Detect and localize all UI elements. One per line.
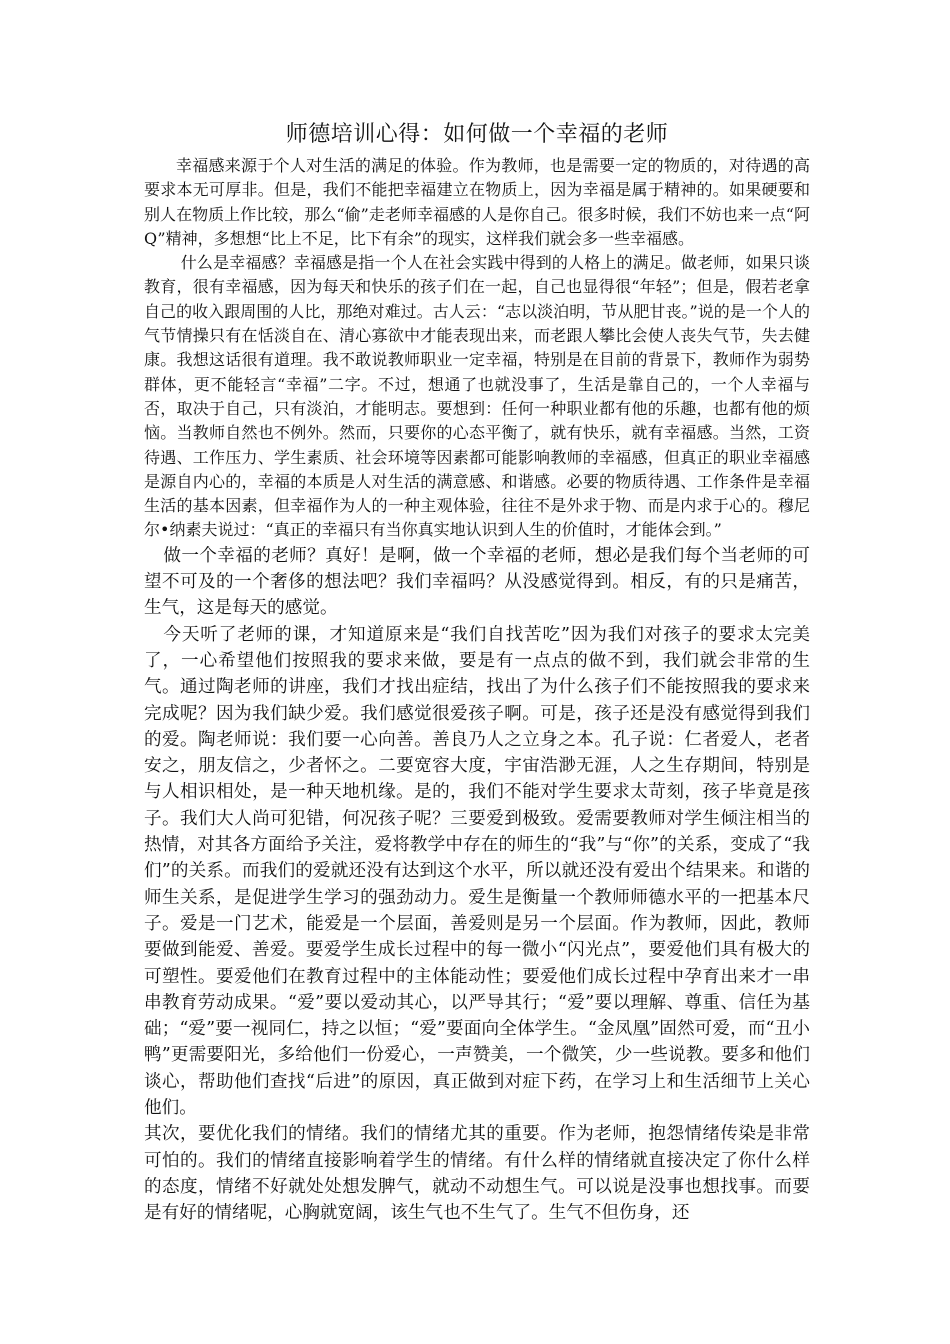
paragraph-2: 什么是幸福感？幸福感是指一个人在社会实践中得到的人格上的满足。做老师，如果只谈教育，很有幸福感，因为每天和快乐的孩子们在一起，自己也显得很“年轻”；但是，假若老拿自己的收入跟周围的人比，那绝对难过。古人云：“志以淡泊明，节从肥甘丧。”说的是一个人的气节情操只有在恬淡自在、清心寡欲中才能表现出来，而老跟人攀比会使人丧失气节，失去健康。我想这话很有道理。我不敢说教师职业一定幸福，特别是在目前的背景下，教师作为弱势群体，更不能轻言“幸福”二字。不过，想通了也就没事了，生活是靠自己的，一个人幸福与否，取决于自己，只有淡泊，才能明志。要想到：任何一种职业都有他的乐趣，也都有他的烦恼。当教师自然也不例外。然而，只要你的心态平衡了，就有快乐，就有幸福感。当然，工资待遇、工作压力、学生素质、社会环境等因素都可能影响教师的幸福感，但真正的职业幸福感是源自内心的，幸福的本质是人对生活的满意感、和谐感。必要的物质待遇、工作条件是幸福生活的基本因素，但幸福作为人的一种主观体验，往往不是外求于物、而是内求于心的。穆尼尔•纳素夫说过：“真正的幸福只有当你真实地认识到人生的价值时，才能体会到。” (144, 253, 810, 540)
paragraph-5: 其次，要优化我们的情绪。我们的情绪尤其的重要。作为老师，抱怨情绪传染是非常可怕的。我们的情绪直接影响着学生的情绪。有什么样的情绪就直接决定了你什么样的态度，情绪不好就处处想发脾气，就动不动想生气。可以说是没事也想找事。而要是有好的情绪呢，心胸就宽阔，该生气也不生气了。生气不但伤身，还 (144, 1124, 810, 1224)
document-title: 师德培训心得：如何做一个幸福的老师 (285, 122, 669, 147)
paragraph-4: 今天听了老师的课，才知道原来是“我们自找苦吃”因为我们对孩子的要求太完美了，一心希望他们按照我的要求来做，要是有一点点的做不到，我们就会非常的生气。通过陶老师的讲座，我们才找出症结，找出了为什么孩子们不能按照我的要求来完成呢？因为我们缺少爱。我们感觉很爱孩子啊。可是，孩子还是没有感觉得到我们的爱。陶老师说：我们要一心向善。善良乃人之立身之本。孔子说：仁者爱人，老者安之，朋友信之，少者怀之。二要宽容大度，宇宙浩渺无涯，人之生存期间，特别是与人相识相处，是一种天地机缘。是的，我们不能对学生要求太苛刻，孩子毕竟是孩子。我们大人尚可犯错，何况孩子呢？三要爱到极致。爱需要教师对学生倾注相当的热情，对其各方面给予关注，爱将教学中存在的师生的“我”与“你”的关系，变成了“我们”的关系。而我们的爱就还没有达到这个水平，所以就还没有爱出个结果来。和谐的师生关系，是促进学生学习的强劲动力。爱生是衡量一个教师师德水平的一把基本尺子。爱是一门艺术，能爱是一个层面，善爱则是另一个层面。作为教师，因此，教师要做到能爱、善爱。要爱学生成长过程中的每一微小“闪光点”，要爱他们具有极大的可塑性。要爱他们在教育过程中的主体能动性；要爱他们成长过程中孕育出来才一串串教育劳动成果。“爱”要以爱动其心，以严导其行；“爱”要以理解、尊重、信任为基础；“爱”要一视同仁，持之以恒；“爱”要面向全体学生。“金凤凰”固然可爱，而“丑小鸭”更需要阳光，多给他们一份爱心，一声赞美，一个微笑，少一些说教。要多和他们谈心，帮助他们查找“后进”的原因，真正做到对症下药，在学习上和生活细节上关心他们。 (144, 624, 810, 1118)
document-body (144, 118, 810, 1226)
paragraph-3: 做一个幸福的老师？真好！是啊，做一个幸福的老师，想必是我们每个当老师的可望不可及的一个奢侈的想法吧？我们幸福吗？从没感觉得到。相反，有的只是痛苦，生气，这是每天的感觉。 (144, 545, 810, 619)
paragraph-1: 幸福感来源于个人对生活的满足的体验。作为教师，也是需要一定的物质的，对待遇的高要求本无可厚非。但是，我们不能把幸福建立在物质上，因为幸福是属于精神的。如果硬要和别人在物质上作比较，那么“偷”走老师幸福感的人是你自己。很多时候，我们不妨也来一点“阿Q”精神，多想想“比上不足，比下有余”的现实，这样我们就会多一些幸福感。 (144, 156, 810, 248)
